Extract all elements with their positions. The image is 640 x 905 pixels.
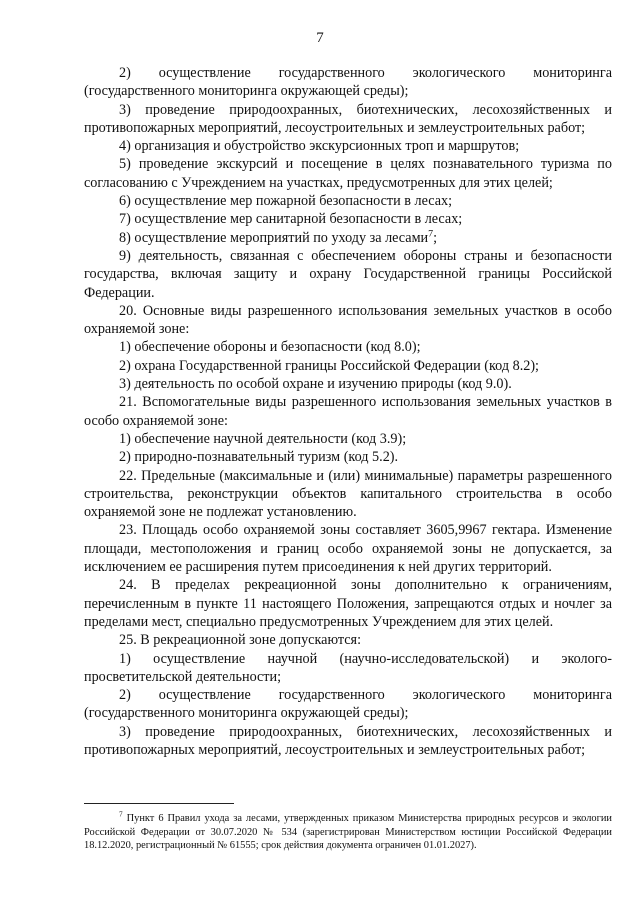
paragraph: 7) осуществление мер санитарной безопасности в лесах; — [119, 211, 463, 228]
page-number: 7 — [316, 30, 324, 46]
footnote-divider — [84, 803, 234, 804]
paragraph-text: 8) осуществление мероприятий по уходу за лесами — [119, 229, 429, 246]
paragraph: 5) проведение экскурсий и посещение в целях познавательного туризма по согласованию с Учреждением на участках, предусмотренных для этих целей; — [84, 156, 612, 191]
paragraph: 4) организация и обустройство экскурсионных троп и маршрутов; — [119, 138, 520, 155]
document-body — [84, 64, 612, 759]
paragraph: 1) обеспечение обороны и безопасности (код 8.0); — [119, 339, 421, 356]
paragraph: 23. Площадь особо охраняемой зоны составляет 3605,9967 гектара. Изменение площади, местоположения и границ особо охраняемой зоны не допускается, за исключением ее расширения путем присоединения к ней других территорий. — [84, 522, 612, 576]
paragraph: 3) проведение природоохранных, биотехнических, лесохозяйственных и противопожарных мероприятий, лесоустроительных и землеустроительных работ; — [84, 723, 612, 758]
paragraph: 1) осуществление научной (научно-исследовательской) и эколого-просветительской деятельности; — [84, 650, 612, 685]
paragraph: 9) деятельность, связанная с обеспечением обороны страны и безопасности государства, включая защиту и охрану Государственной границы Российской Федерации. — [84, 247, 612, 301]
paragraph: 25. В рекреационной зоне допускаются: — [119, 632, 362, 649]
paragraph: 2) охрана Государственной границы Российской Федерации (код 8.2); — [119, 357, 540, 374]
footnote — [84, 812, 612, 853]
footnote-text: Пункт 6 Правил ухода за лесами, утвержденных приказом Министерства природных ресурсов и экологии Российской Федерации от 30.07.2020 № 534 (зарегистрирован Министерством юстиции Российской Федерации 18.12.2020, регистрационный № 61555; срок действия документа ограничен 01.01.2027). — [84, 813, 612, 851]
paragraph: 3) проведение природоохранных, биотехнических, лесохозяйственных и противопожарных мероприятий, лесоустроительных и землеустроительных работ; — [84, 101, 612, 136]
paragraph: 2) осуществление государственного экологического мониторинга (государственного мониторинга окружающей среды); — [84, 65, 612, 100]
paragraph: 22. Предельные (максимальные и (или) минимальные) параметры разрешенного строительства, реконструкции объектов капитального строительства в особо охраняемой зоне не подлежат установлению. — [84, 467, 612, 521]
paragraph: 20. Основные виды разрешенного использования земельных участков в особо охраняемой зоне: — [84, 302, 612, 338]
paragraph: 24. В пределах рекреационной зоны дополнительно к ограничениям, перечисленным в пункте 11 настоящего Положения, запрещаются отдых и ночлег за пределами мест, специально предусмотренных Учреждением для этих целей. — [84, 577, 612, 630]
paragraph: 6) осуществление мер пожарной безопасности в лесах; — [119, 193, 453, 210]
paragraph: 3) деятельность по особой охране и изучению природы (код 9.0). — [119, 376, 512, 393]
paragraph: 2) осуществление государственного экологического мониторинга (государственного мониторинга окружающей среды); — [84, 687, 612, 722]
paragraph-with-footnote-ref — [84, 229, 612, 247]
paragraph-punctuation: ; — [433, 229, 438, 246]
footnote-reference: 7 — [428, 227, 434, 239]
paragraph: 1) обеспечение научной деятельности (код 3.9); — [119, 430, 407, 447]
footnote-marker: 7 — [119, 810, 123, 819]
paragraph: 21. Вспомогательные виды разрешенного использования земельных участков в особо охраняемой зоне: — [84, 394, 612, 429]
paragraph: 2) природно-познавательный туризм (код 5.2). — [119, 449, 399, 466]
